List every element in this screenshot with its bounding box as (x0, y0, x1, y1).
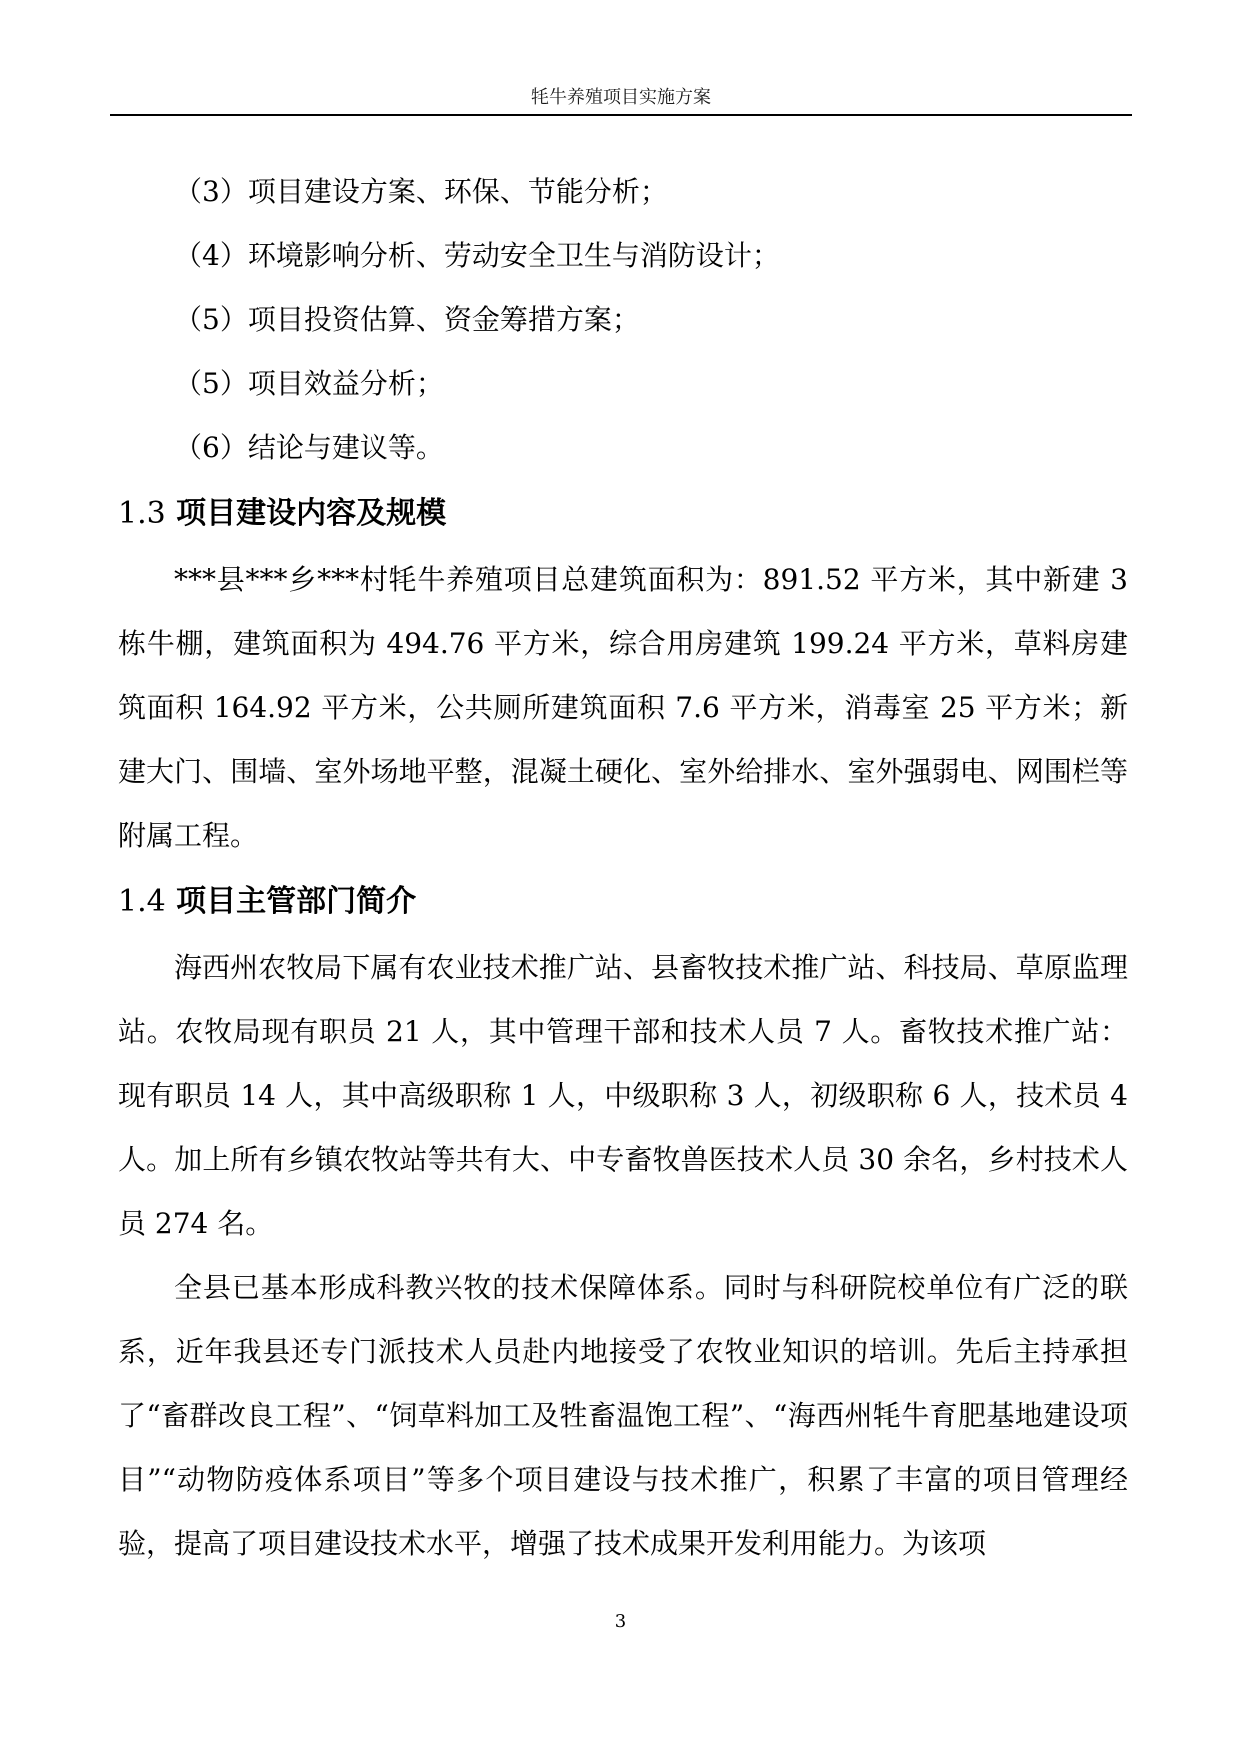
body-paragraph: 全县已基本形成科教兴牧的技术保障体系。同时与科研院校单位有广泛的联系，近年我县还专门派技术人员赴内地接受了农牧业知识的培训。先后主持承担了“畜群改良工程”、“饲草料加工及牲畜温饱工程”、“海西州牦牛育肥基地建设项目”“动物防疫体系项目”等多个项目建设与技术推广，积累了丰富的项目管理经验，提高了项目建设技术水平，增强了技术成果开发利用能力。为该项 (118, 1271, 1128, 1560)
section-number: 1.3 (118, 496, 166, 531)
body-paragraph: ***县***乡***村牦牛养殖项目总建筑面积为：891.52 平方米，其中新建 3 栋牛棚，建筑面积为 494.76 平方米，综合用房建筑 199.24 平方米，草料房建筑面积 164.92 平方米，公共厕所建筑面积 7.6 平方米，消毒室 25 平方米；新建大门、围墙、室外场地平整，混凝土硬化、室外给排水、室外强弱电、网围栏等附属工程。 (118, 563, 1128, 852)
list-item: （3）项目建设方案、环保、节能分析； (174, 175, 668, 208)
running-header: 牦牛养殖项目实施方案 (531, 87, 711, 108)
document-body (118, 160, 1128, 1576)
list-item: （4）环境影响分析、劳动安全卫生与消防设计； (174, 239, 780, 272)
section-heading-1-3 (118, 480, 1128, 548)
list-item: （6）结论与建议等。 (174, 431, 444, 464)
section-title: 项目建设内容及规模 (176, 496, 447, 531)
section-number: 1.4 (118, 884, 166, 919)
section-heading-1-4 (118, 868, 1128, 936)
header-rule (110, 114, 1132, 116)
list-item: （5）项目投资估算、资金筹措方案； (174, 303, 640, 336)
list-item: （5）项目效益分析； (174, 367, 444, 400)
section-title: 项目主管部门简介 (176, 884, 417, 919)
body-paragraph: 海西州农牧局下属有农业技术推广站、县畜牧技术推广站、科技局、草原监理站。农牧局现有职员 21 人，其中管理干部和技术人员 7 人。畜牧技术推广站：现有职员 14 人，其中高级职称 1 人，中级职称 3 人，初级职称 6 人，技术员 4 人。加上所有乡镇农牧站等共有大、中专畜牧兽医技术人员 30 余名，乡村技术人员 274 名。 (118, 951, 1128, 1240)
page-number: 3 (614, 1611, 627, 1632)
